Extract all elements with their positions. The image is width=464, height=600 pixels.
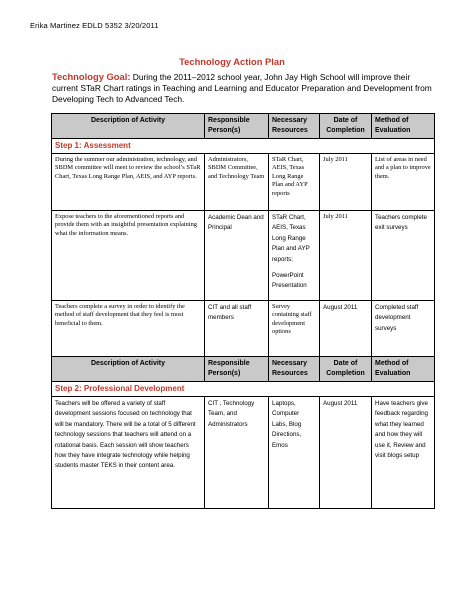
table-row [52,397,435,509]
goal-label: Technology Goal: [52,71,131,82]
column-header-resources: Necessary Resources [269,114,320,139]
document-title: Technology Action Plan [179,56,285,67]
cell-responsible: Academic Dean and Principal [205,211,269,301]
column-header-evaluation: Method of Evaluation [372,114,435,139]
cell-description: Teachers will be offered a variety of staff development sessions focused on technology that will be mandatory. There will be a total of 5 different technology sessions that teachers will attend on a rotational basis. Each session will show teachers how they have integrate technology while helping students master TEKS in their content area. [52,397,205,509]
cell-resources: Survey containing staff development options [269,301,320,357]
step-row [52,382,435,397]
column-header-responsible: Responsible Person(s) [205,114,269,139]
action-plan-table [51,113,435,509]
column-header-responsible: Responsible Person(s) [205,357,269,382]
cell-resources [269,211,320,301]
column-header-date: Date of Completion [320,114,372,139]
cell-date: July 2011 [320,211,372,301]
column-header-description: Description of Activity [52,357,205,382]
goal-text: During the 2011–2012 school year, John Jay High School will improve their current STaR Chart ratings in Teaching and Learning and Educator Preparation and Development from Developing Tech to Advanced Tech. [52,72,432,104]
cell-date: July 2011 [320,154,372,211]
column-header-date: Date of Completion [320,357,372,382]
cell-responsible: Administrators, SBDM Committee, and Technology Team [205,154,269,211]
cell-evaluation: Teachers complete exit surveys [372,211,435,301]
resources-text: STaR Chart, AEIS, Texas Long Range Plan and AYP reports; [272,214,310,263]
column-header-description: Description of Activity [52,114,205,139]
table-header-row [52,357,435,382]
cell-description: Teachers complete a survey in order to identify the method of staff development that they feel is most beneficial to them. [52,301,205,357]
table-row [52,154,435,211]
cell-date: August 2011 [320,397,372,509]
table-row [52,301,435,357]
step-title: Step 1: Assessment [52,139,435,154]
cell-description: Expose teachers to the aforementioned reports and provide them with an insightful presentation explaining what the information means. [52,211,205,301]
cell-date: August 2011 [320,301,372,357]
cell-resources: Laptops, Computer Labs, Blog Directions, Emos [269,397,320,509]
cell-resources: STaR Chart, AEIS, Texas Long Range Plan and AYP reports [269,154,320,211]
technology-goal [52,71,436,105]
step-row [52,139,435,154]
step-title: Step 2: Professional Development [52,382,435,397]
resources-extra: PowerPoint Presentation [272,272,307,290]
table-row [52,211,435,301]
cell-evaluation: Have teachers give feedback regarding what they learned and how they will use it, Review and visit blogs setup [372,397,435,509]
cell-responsible: CIT and all staff members [205,301,269,357]
cell-evaluation: List of areas in need and a plan to improve them. [372,154,435,211]
cell-evaluation: Completed staff development surveys [372,301,435,357]
cell-responsible: CIT , Technology Team, and Administrators [205,397,269,509]
table-header-row [52,114,435,139]
column-header-evaluation: Method of Evaluation [372,357,435,382]
column-header-resources: Necessary Resources [269,357,320,382]
cell-description: During the summer our administration, technology, and SBDM committee will meet to review the school’s STaR Chart, Texas Long Range Plan, AEIS, and AYP reports. [52,154,205,211]
document-header: Erika Martinez EDLD 5352 3/20/2011 [30,21,159,30]
